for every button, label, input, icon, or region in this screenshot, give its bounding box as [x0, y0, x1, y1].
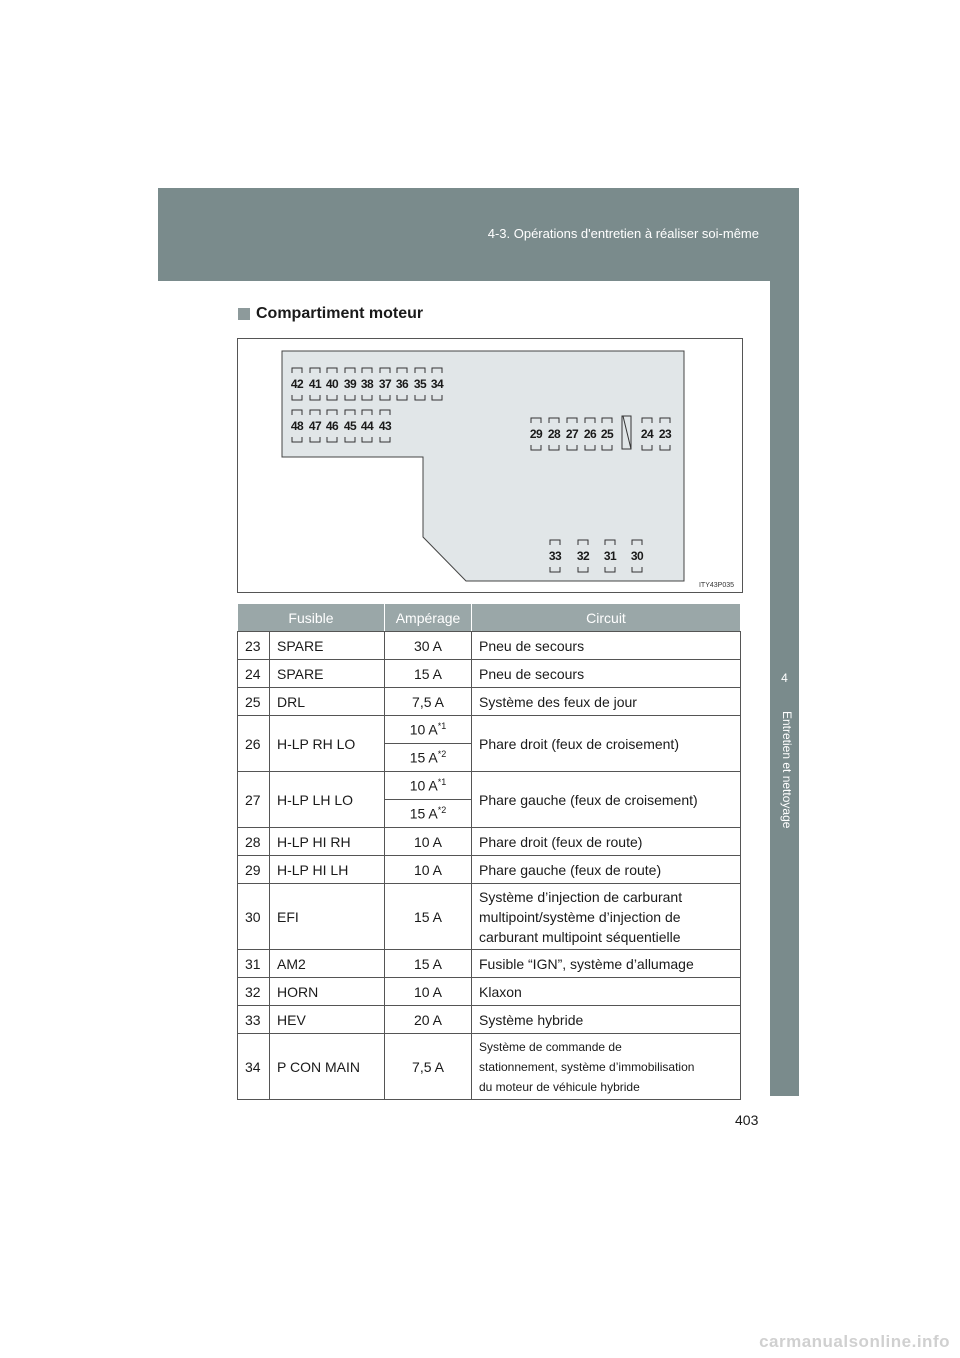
fuse-number: 33 — [238, 1006, 270, 1034]
header-amperage: Ampérage — [385, 604, 472, 632]
fuse-slot-label: 28 — [547, 427, 561, 441]
fuse-name: H-LP LH LO — [270, 772, 385, 828]
fuse-slot-label: 23 — [658, 427, 672, 441]
fuse-name: H-LP RH LO — [270, 716, 385, 772]
fuse-amperage: 15 $A^{*2}$ — [385, 744, 472, 772]
table-row — [238, 772, 741, 800]
fuse-slot-46 — [324, 409, 340, 443]
fuse-name: DRL — [270, 688, 385, 716]
fuse-slot-44 — [359, 409, 375, 443]
fuse-amperage: 10 A — [385, 828, 472, 856]
fuse-slot-48 — [289, 409, 305, 443]
fuse-name: H-LP HI RH — [270, 828, 385, 856]
footnote-marker: *2 — [437, 805, 447, 816]
fuse-amperage: 20 A — [385, 1006, 472, 1034]
page-number: 403 — [735, 1112, 759, 1128]
fuse-slot-label: 33 — [548, 549, 562, 563]
fuse-slot-label: 45 — [343, 419, 357, 433]
table-row — [238, 978, 741, 1006]
fuse-slot-label: 34 — [430, 377, 444, 391]
fuse-slot-label: 27 — [565, 427, 579, 441]
fuse-name: AM2 — [270, 950, 385, 978]
fuse-amperage: 7,5 A — [385, 688, 472, 716]
table-row — [238, 660, 741, 688]
fuse-circuit: Système des feux de jour — [472, 688, 741, 716]
footnote-marker: *1 — [437, 777, 447, 788]
fuse-amperage: 10 A — [385, 856, 472, 884]
section-title-text: Compartiment moteur — [256, 305, 424, 322]
fuse-circuit: Système d’injection de carburant multipoint/système d’injection de carburant multipoint séquentielle — [472, 884, 741, 950]
fuse-amperage: 10 $A^{*1}$ — [385, 716, 472, 744]
table-row — [238, 884, 741, 950]
fuse-slot-label: 30 — [630, 549, 644, 563]
fuse-slot-label: 36 — [395, 377, 409, 391]
fuse-slot-label: 24 — [640, 427, 654, 441]
chapter-side-label: Entretien et nettoyage — [780, 711, 794, 829]
fuse-slot-label: 26 — [583, 427, 597, 441]
fuse-slot-label: 41 — [308, 377, 322, 391]
fuse-amperage: 15 A — [385, 660, 472, 688]
fuse-slot-36 — [394, 367, 410, 401]
fuse-circuit: Phare gauche (feux de route) — [472, 856, 741, 884]
fuse-slot-42 — [289, 367, 305, 401]
fuse-circuit: Klaxon — [472, 978, 741, 1006]
fuse-circuit: Phare droit (feux de route) — [472, 828, 741, 856]
fuse-number: 25 — [238, 688, 270, 716]
fuse-number: 27 — [238, 772, 270, 828]
fuse-number: 32 — [238, 978, 270, 1006]
fuse-slot-label: 42 — [290, 377, 304, 391]
fuse-circuit: Pneu de secours — [472, 632, 741, 660]
fuse-name: H-LP HI LH — [270, 856, 385, 884]
fuse-number: 28 — [238, 828, 270, 856]
fuse-name: SPARE — [270, 660, 385, 688]
fuse-slot-23 — [657, 417, 673, 451]
watermark: carmanualsonline.info — [759, 1332, 950, 1351]
fuse-amperage: 10 A — [385, 978, 472, 1006]
table-row — [238, 716, 741, 744]
table-header-row — [238, 604, 741, 632]
fuse-number: 29 — [238, 856, 270, 884]
fuse-slot-31 — [602, 539, 618, 573]
chapter-title: 4-3. Opérations d'entretien à réaliser soi-même — [487, 226, 759, 241]
fuse-slot-34 — [429, 367, 445, 401]
fuse-slot-label: 35 — [413, 377, 427, 391]
fuse-number: 31 — [238, 950, 270, 978]
fuse-amperage: 30 A — [385, 632, 472, 660]
fuse-slot-label: 47 — [308, 419, 322, 433]
fuse-slot-40 — [324, 367, 340, 401]
fuse-slot-38 — [359, 367, 375, 401]
fuse-circuit: Phare droit (feux de croisement) — [472, 716, 741, 772]
fuse-slot-label: 43 — [378, 419, 392, 433]
fuse-amperage: 10 $A^{*1}$ — [385, 772, 472, 800]
fuse-number: 26 — [238, 716, 270, 772]
footnote-marker: *1 — [437, 721, 447, 732]
table-row — [238, 1034, 741, 1100]
fuse-slot-27 — [564, 417, 580, 451]
fuse-slot-43 — [377, 409, 393, 443]
header-fuse: Fusible — [238, 604, 385, 632]
table-row — [238, 950, 741, 978]
fuse-name: SPARE — [270, 632, 385, 660]
fuse-circuit: Pneu de secours — [472, 660, 741, 688]
fuse-name: EFI — [270, 884, 385, 950]
fuse-slot-label: 25 — [600, 427, 614, 441]
fuse-circuit: Fusible “IGN”, système d’allumage — [472, 950, 741, 978]
fuse-slot-label: 38 — [360, 377, 374, 391]
table-row — [238, 1006, 741, 1034]
fuse-circuit: Phare gauche (feux de croisement) — [472, 772, 741, 828]
fuse-slot-28 — [546, 417, 562, 451]
fuse-slot-label: 44 — [360, 419, 374, 433]
fuse-slot-label: 48 — [290, 419, 304, 433]
fuse-number: 23 — [238, 632, 270, 660]
chapter-side-tab — [770, 281, 799, 1096]
fuse-slot-32 — [575, 539, 591, 573]
fuse-number: 30 — [238, 884, 270, 950]
fuse-slot-33 — [547, 539, 563, 573]
table-row — [238, 828, 741, 856]
chapter-number: 4 — [781, 671, 788, 685]
fuse-slot-label: 46 — [325, 419, 339, 433]
diagram-code: ITY43P035 — [698, 582, 734, 589]
fuse-amperage: 15 A — [385, 950, 472, 978]
table-row — [238, 688, 741, 716]
fuse-slot-label: 39 — [343, 377, 357, 391]
fuse-circuit: Système hybride — [472, 1006, 741, 1034]
fuse-amperage: 15 A — [385, 884, 472, 950]
fuse-name: P CON MAIN — [270, 1034, 385, 1100]
fuse-number: 34 — [238, 1034, 270, 1100]
fuse-slot-label: 32 — [576, 549, 590, 563]
fuse-box-diagram — [237, 338, 743, 593]
fuse-number: 24 — [238, 660, 270, 688]
header-circuit: Circuit — [472, 604, 741, 632]
fuse-slot-24 — [639, 417, 655, 451]
fuse-slot-label: 37 — [378, 377, 392, 391]
fuse-slot-label: 40 — [325, 377, 339, 391]
fuse-slot-30 — [629, 539, 645, 573]
fuse-table — [237, 603, 741, 1100]
chapter-header-band — [158, 188, 799, 281]
square-bullet-icon — [238, 308, 250, 320]
table-row — [238, 632, 741, 660]
fuse-circuit: Système de commande de stationnement, système d’immobilisation du moteur de véhicule hybride — [472, 1034, 741, 1100]
section-title — [238, 305, 423, 323]
fuse-name: HEV — [270, 1006, 385, 1034]
footnote-marker: *2 — [437, 749, 447, 760]
fuse-name: HORN — [270, 978, 385, 1006]
table-row — [238, 856, 741, 884]
fuse-amperage: 7,5 A — [385, 1034, 472, 1100]
fuse-slot-label: 31 — [603, 549, 617, 563]
fuse-slot-29 — [528, 417, 544, 451]
fuse-slot-25 — [599, 417, 615, 451]
fuse-slot-label: 29 — [529, 427, 543, 441]
fuse-amperage: 15 $A^{*2}$ — [385, 800, 472, 828]
